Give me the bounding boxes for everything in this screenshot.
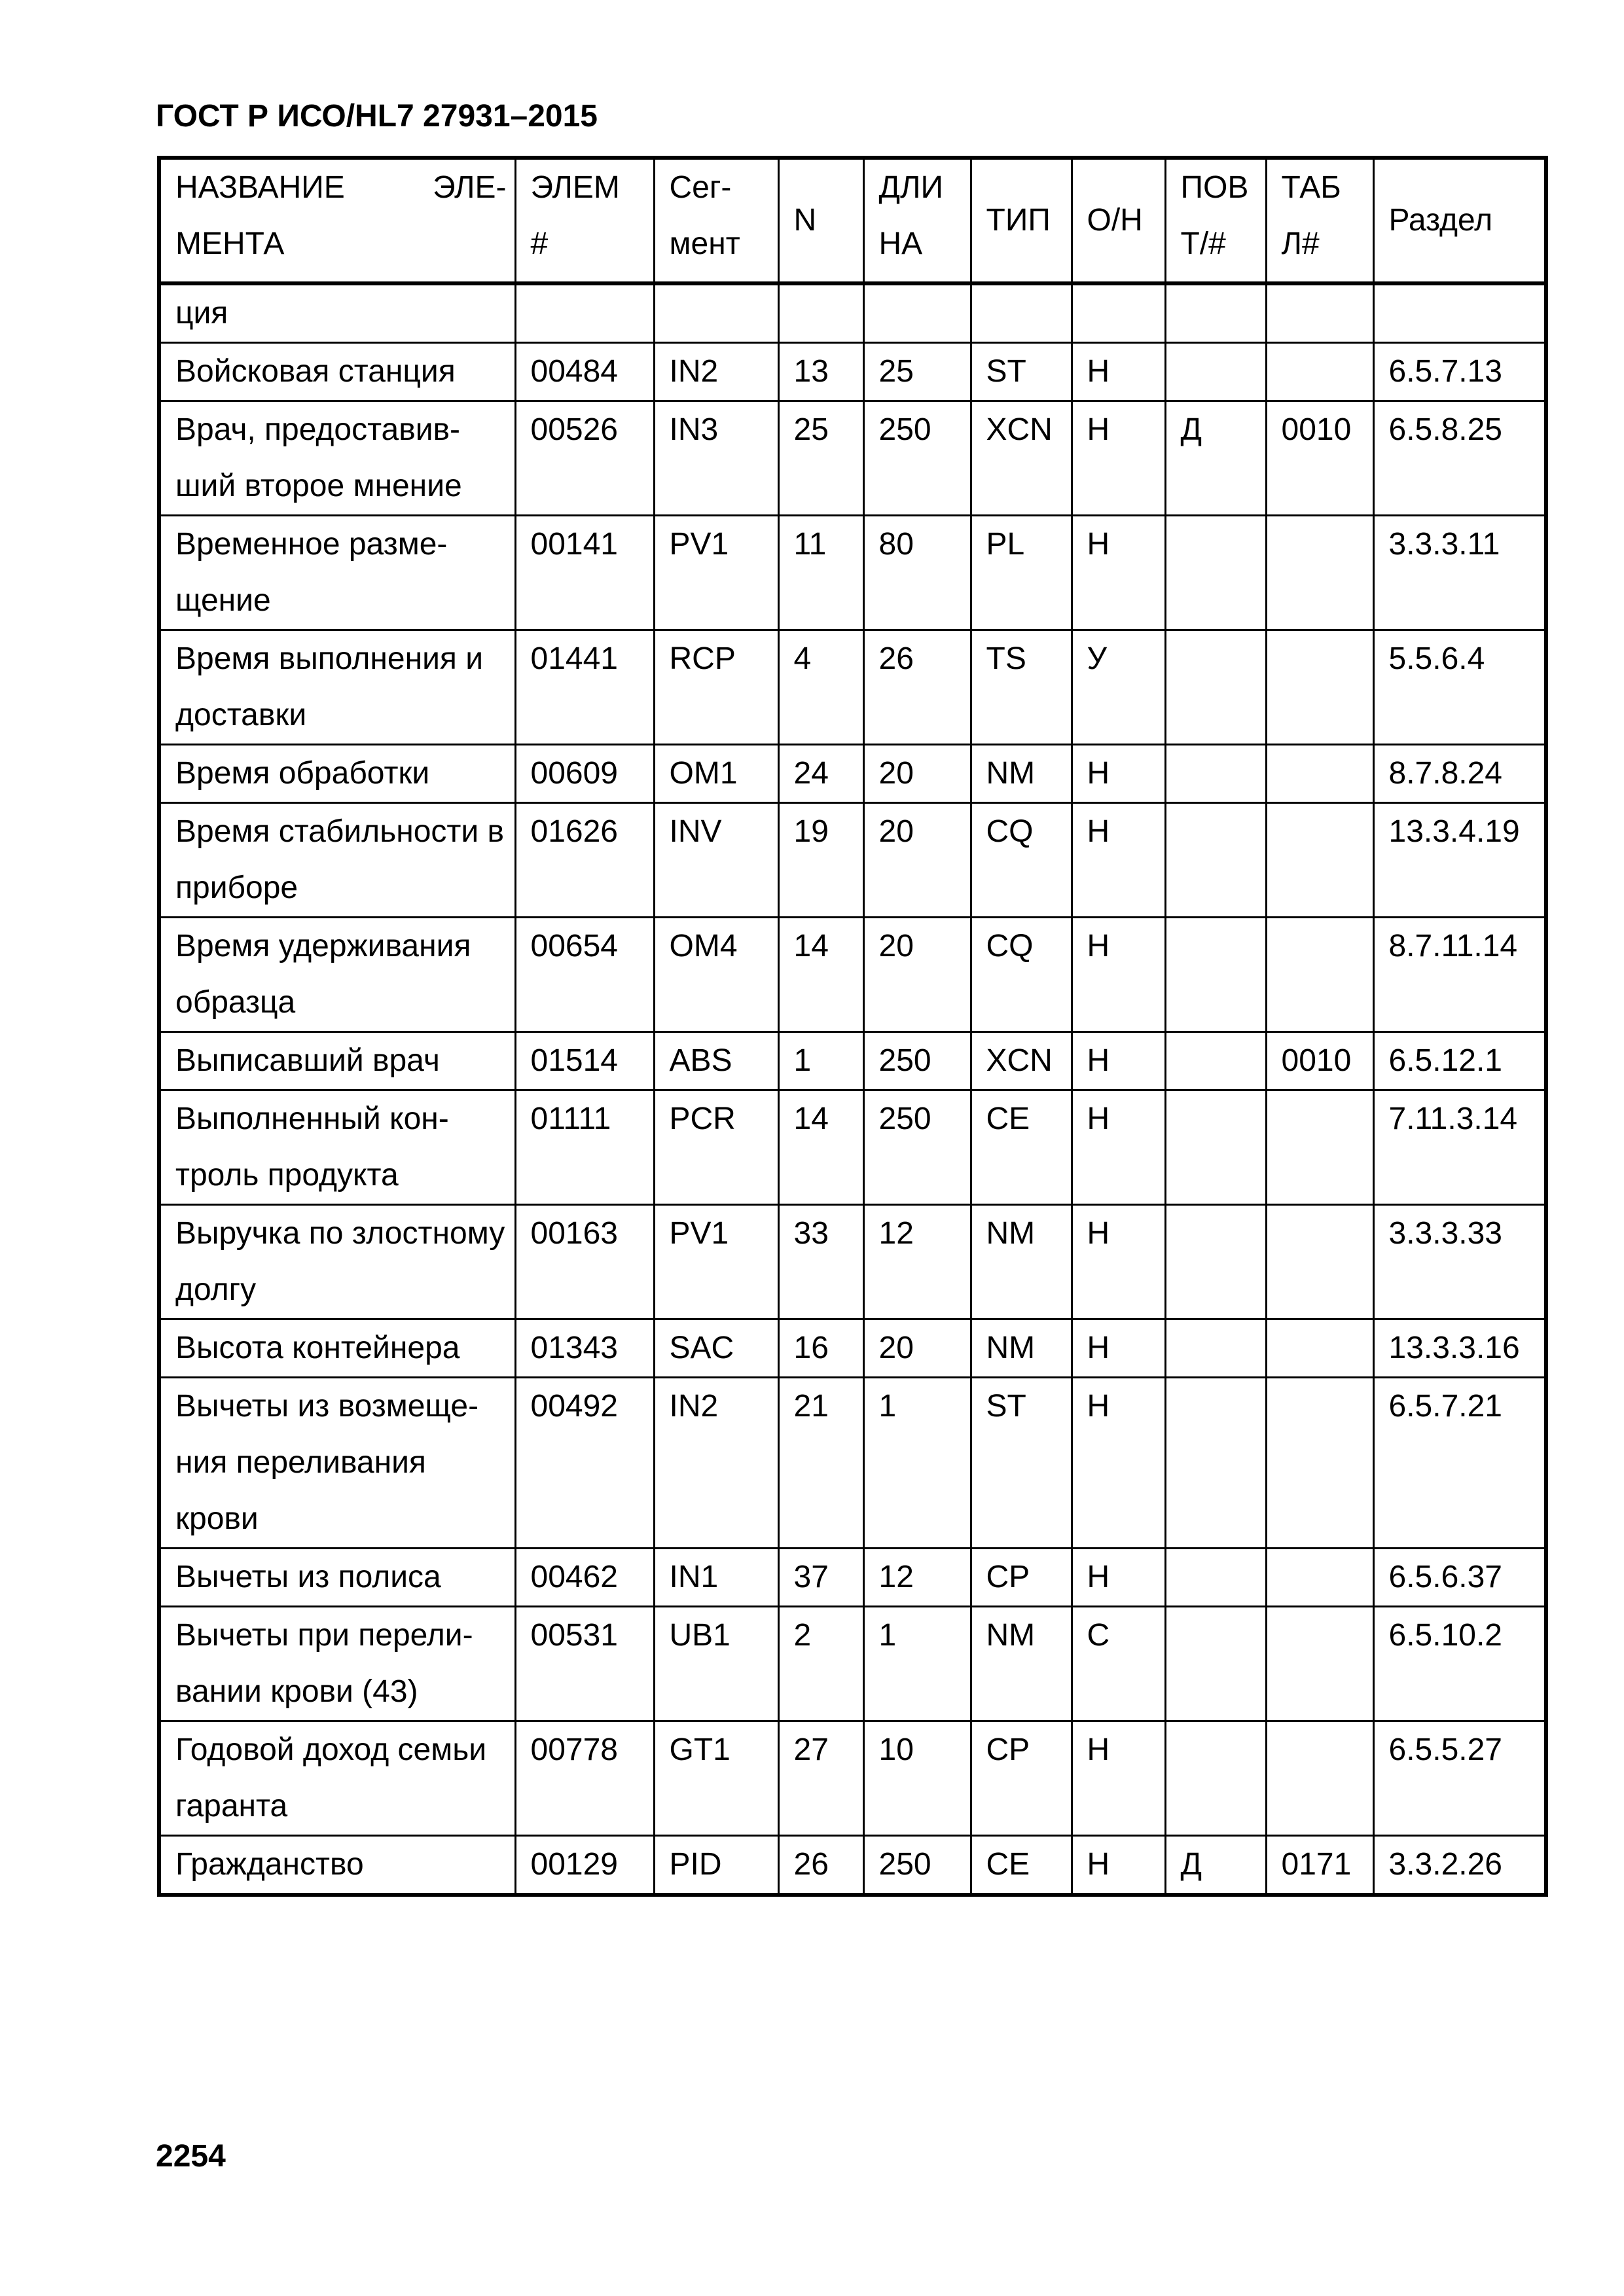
table-row (159, 803, 1546, 918)
cell-section: 3.3.3.11 (1373, 516, 1546, 630)
cell-segment: IN3 (654, 401, 778, 516)
cell-tab (1266, 1378, 1373, 1549)
cell-req: С (1072, 1607, 1165, 1721)
cell-section: 6.5.10.2 (1373, 1607, 1546, 1721)
cell-rep (1165, 1090, 1266, 1205)
cell-length: 10 (863, 1721, 971, 1836)
cell-elem: 01626 (515, 803, 654, 918)
cell-n: 25 (778, 401, 863, 516)
cell-req: Н (1072, 1721, 1165, 1836)
cell-elem: 00654 (515, 918, 654, 1032)
cell-type: PL (971, 516, 1072, 630)
cell-elem: 01111 (515, 1090, 654, 1205)
cell-length: 250 (863, 401, 971, 516)
cell-segment: OM1 (654, 745, 778, 803)
cell-name: Вычеты при переливании крови (43) (159, 1607, 515, 1721)
cell-length: 12 (863, 1205, 971, 1319)
cell-n: 2 (778, 1607, 863, 1721)
column-header-type: ТИП (971, 158, 1072, 283)
cell-n: 1 (778, 1032, 863, 1090)
cell-segment (654, 283, 778, 343)
cell-section: 6.5.5.27 (1373, 1721, 1546, 1836)
cell-rep (1165, 745, 1266, 803)
table-row (159, 283, 1546, 343)
cell-rep (1165, 1721, 1266, 1836)
cell-tab (1266, 918, 1373, 1032)
cell-rep (1165, 803, 1266, 918)
cell-elem: 01343 (515, 1319, 654, 1378)
page-number: 2254 (156, 2139, 226, 2174)
cell-length: 20 (863, 1319, 971, 1378)
cell-n: 37 (778, 1549, 863, 1607)
cell-n: 16 (778, 1319, 863, 1378)
cell-length: 250 (863, 1090, 971, 1205)
column-header-elem (515, 158, 654, 283)
cell-length: 25 (863, 343, 971, 401)
cell-elem: 00492 (515, 1378, 654, 1549)
cell-name: Высота контейнера (159, 1319, 515, 1378)
column-header-tab (1266, 158, 1373, 283)
cell-req: У (1072, 630, 1165, 745)
cell-length (863, 283, 971, 343)
cell-rep (1165, 1378, 1266, 1549)
cell-type: ST (971, 1378, 1072, 1549)
cell-section: 5.5.6.4 (1373, 630, 1546, 745)
cell-section (1373, 283, 1546, 343)
cell-type: NM (971, 1319, 1072, 1378)
table-row (159, 1090, 1546, 1205)
cell-type: XCN (971, 1032, 1072, 1090)
table-row (159, 1032, 1546, 1090)
cell-segment: INV (654, 803, 778, 918)
cell-type: XCN (971, 401, 1072, 516)
cell-elem: 00609 (515, 745, 654, 803)
cell-tab (1266, 1205, 1373, 1319)
table-row (159, 1836, 1546, 1895)
cell-tab: 0171 (1266, 1836, 1373, 1895)
cell-tab (1266, 1607, 1373, 1721)
cell-req: Н (1072, 1836, 1165, 1895)
cell-req: Н (1072, 343, 1165, 401)
cell-segment: RCP (654, 630, 778, 745)
cell-segment: PCR (654, 1090, 778, 1205)
table-row (159, 401, 1546, 516)
cell-req: Н (1072, 1319, 1165, 1378)
cell-section: 6.5.6.37 (1373, 1549, 1546, 1607)
cell-req: Н (1072, 1205, 1165, 1319)
table-row (159, 343, 1546, 401)
cell-name: Выручка по злостному долгу (159, 1205, 515, 1319)
table-row (159, 918, 1546, 1032)
cell-req (1072, 283, 1165, 343)
cell-type: NM (971, 745, 1072, 803)
cell-section: 8.7.11.14 (1373, 918, 1546, 1032)
cell-rep (1165, 1607, 1266, 1721)
cell-length: 1 (863, 1607, 971, 1721)
cell-elem: 00531 (515, 1607, 654, 1721)
table-header-row (159, 158, 1546, 283)
cell-segment: PV1 (654, 516, 778, 630)
cell-tab (1266, 516, 1373, 630)
cell-type: CE (971, 1090, 1072, 1205)
table-row (159, 516, 1546, 630)
cell-name: Время выполнения и доставки (159, 630, 515, 745)
cell-tab (1266, 343, 1373, 401)
cell-section: 6.5.12.1 (1373, 1032, 1546, 1090)
cell-elem: 00141 (515, 516, 654, 630)
cell-name: Вычеты из полиса (159, 1549, 515, 1607)
cell-rep (1165, 1319, 1266, 1378)
table-row (159, 1607, 1546, 1721)
cell-name: Войсковая станция (159, 343, 515, 401)
column-header-segment-line1: Сег- (669, 170, 732, 205)
cell-name: Время стабильности в приборе (159, 803, 515, 918)
cell-length: 20 (863, 745, 971, 803)
cell-segment: OM4 (654, 918, 778, 1032)
cell-name: ция (159, 283, 515, 343)
cell-tab: 0010 (1266, 401, 1373, 516)
cell-n: 14 (778, 1090, 863, 1205)
column-header-tab-line1: ТАБ (1281, 170, 1341, 205)
cell-section: 6.5.7.21 (1373, 1378, 1546, 1549)
cell-type: ST (971, 343, 1072, 401)
cell-req: Н (1072, 745, 1165, 803)
column-header-length (863, 158, 971, 283)
elements-table (157, 156, 1548, 1897)
cell-req: Н (1072, 918, 1165, 1032)
cell-segment: UB1 (654, 1607, 778, 1721)
cell-req: Н (1072, 1090, 1165, 1205)
cell-elem: 00484 (515, 343, 654, 401)
cell-elem: 01441 (515, 630, 654, 745)
cell-rep (1165, 283, 1266, 343)
cell-section: 3.3.2.26 (1373, 1836, 1546, 1895)
column-header-tab-line2: Л# (1281, 226, 1320, 261)
cell-tab: 0010 (1266, 1032, 1373, 1090)
cell-name: Выполненный контроль продукта (159, 1090, 515, 1205)
cell-type: CQ (971, 918, 1072, 1032)
column-header-name (159, 158, 515, 283)
column-header-elem-line1: ЭЛЕМ (530, 170, 620, 205)
cell-length: 1 (863, 1378, 971, 1549)
cell-n: 26 (778, 1836, 863, 1895)
column-header-n: N (778, 158, 863, 283)
cell-name: Время обработки (159, 745, 515, 803)
cell-section: 8.7.8.24 (1373, 745, 1546, 803)
cell-req: Н (1072, 1378, 1165, 1549)
cell-tab (1266, 1721, 1373, 1836)
column-header-length-line2: НА (878, 226, 923, 261)
cell-segment: SAC (654, 1319, 778, 1378)
cell-type: TS (971, 630, 1072, 745)
cell-name: Выписавший врач (159, 1032, 515, 1090)
cell-n: 21 (778, 1378, 863, 1549)
cell-length: 250 (863, 1836, 971, 1895)
cell-section: 13.3.4.19 (1373, 803, 1546, 918)
cell-elem: 00129 (515, 1836, 654, 1895)
cell-tab (1266, 630, 1373, 745)
cell-section: 3.3.3.33 (1373, 1205, 1546, 1319)
cell-elem: 00462 (515, 1549, 654, 1607)
cell-segment: GT1 (654, 1721, 778, 1836)
column-header-req: О/Н (1072, 158, 1165, 283)
cell-n: 4 (778, 630, 863, 745)
cell-rep: Д (1165, 401, 1266, 516)
cell-segment: PID (654, 1836, 778, 1895)
cell-segment: IN2 (654, 1378, 778, 1549)
column-header-elem-line2: # (530, 226, 549, 261)
cell-req: Н (1072, 803, 1165, 918)
cell-elem (515, 283, 654, 343)
cell-length: 250 (863, 1032, 971, 1090)
cell-n: 13 (778, 343, 863, 401)
cell-name: Врач, предоставивший второе мнение (159, 401, 515, 516)
cell-tab (1266, 745, 1373, 803)
cell-segment: PV1 (654, 1205, 778, 1319)
cell-section: 7.11.3.14 (1373, 1090, 1546, 1205)
cell-length: 12 (863, 1549, 971, 1607)
cell-req: Н (1072, 401, 1165, 516)
column-header-rep (1165, 158, 1266, 283)
cell-req: Н (1072, 1549, 1165, 1607)
cell-rep (1165, 1032, 1266, 1090)
column-header-name-line2: МЕНТА (175, 226, 285, 261)
cell-elem: 00163 (515, 1205, 654, 1319)
cell-rep (1165, 918, 1266, 1032)
cell-type: CQ (971, 803, 1072, 918)
column-header-segment-line2: мент (669, 226, 740, 261)
table-row (159, 1549, 1546, 1607)
table-row (159, 630, 1546, 745)
column-header-section: Раздел (1373, 158, 1546, 283)
table-body (159, 283, 1546, 1895)
cell-tab (1266, 283, 1373, 343)
cell-n (778, 283, 863, 343)
cell-elem: 00526 (515, 401, 654, 516)
cell-n: 24 (778, 745, 863, 803)
cell-length: 26 (863, 630, 971, 745)
cell-length: 20 (863, 803, 971, 918)
cell-type: CE (971, 1836, 1072, 1895)
cell-req: Н (1072, 1032, 1165, 1090)
table-row (159, 1378, 1546, 1549)
table-row (159, 1319, 1546, 1378)
cell-elem: 00778 (515, 1721, 654, 1836)
cell-rep (1165, 1205, 1266, 1319)
column-header-length-line1: ДЛИ (878, 170, 944, 205)
cell-name: Вычеты из возмещения переливания крови (159, 1378, 515, 1549)
cell-req: Н (1072, 516, 1165, 630)
cell-type: NM (971, 1607, 1072, 1721)
cell-tab (1266, 803, 1373, 918)
cell-segment: ABS (654, 1032, 778, 1090)
cell-elem: 01514 (515, 1032, 654, 1090)
cell-section: 6.5.8.25 (1373, 401, 1546, 516)
cell-rep (1165, 630, 1266, 745)
column-header-rep-line1: ПОВ (1180, 170, 1249, 205)
cell-type (971, 283, 1072, 343)
cell-n: 11 (778, 516, 863, 630)
cell-type: CP (971, 1549, 1072, 1607)
table-row (159, 745, 1546, 803)
document-header: ГОСТ Р ИСО/HL7 27931–2015 (156, 99, 598, 134)
cell-name: Время удерживания образца (159, 918, 515, 1032)
cell-rep (1165, 343, 1266, 401)
cell-segment: IN2 (654, 343, 778, 401)
cell-tab (1266, 1090, 1373, 1205)
cell-section: 6.5.7.13 (1373, 343, 1546, 401)
column-header-name-line1: НАЗВАНИЕ ЭЛЕ- (175, 170, 507, 205)
cell-segment: IN1 (654, 1549, 778, 1607)
cell-tab (1266, 1319, 1373, 1378)
cell-tab (1266, 1549, 1373, 1607)
cell-type: NM (971, 1205, 1072, 1319)
cell-length: 20 (863, 918, 971, 1032)
cell-rep (1165, 1549, 1266, 1607)
table-row (159, 1205, 1546, 1319)
cell-n: 14 (778, 918, 863, 1032)
cell-section: 13.3.3.16 (1373, 1319, 1546, 1378)
cell-n: 19 (778, 803, 863, 918)
cell-name: Гражданство (159, 1836, 515, 1895)
cell-length: 80 (863, 516, 971, 630)
cell-rep (1165, 516, 1266, 630)
cell-name: Годовой доход семьи гаранта (159, 1721, 515, 1836)
cell-n: 33 (778, 1205, 863, 1319)
table-row (159, 1721, 1546, 1836)
column-header-rep-line2: Т/# (1180, 226, 1226, 261)
cell-n: 27 (778, 1721, 863, 1836)
cell-name: Временное размещение (159, 516, 515, 630)
column-header-segment (654, 158, 778, 283)
cell-type: CP (971, 1721, 1072, 1836)
cell-rep: Д (1165, 1836, 1266, 1895)
